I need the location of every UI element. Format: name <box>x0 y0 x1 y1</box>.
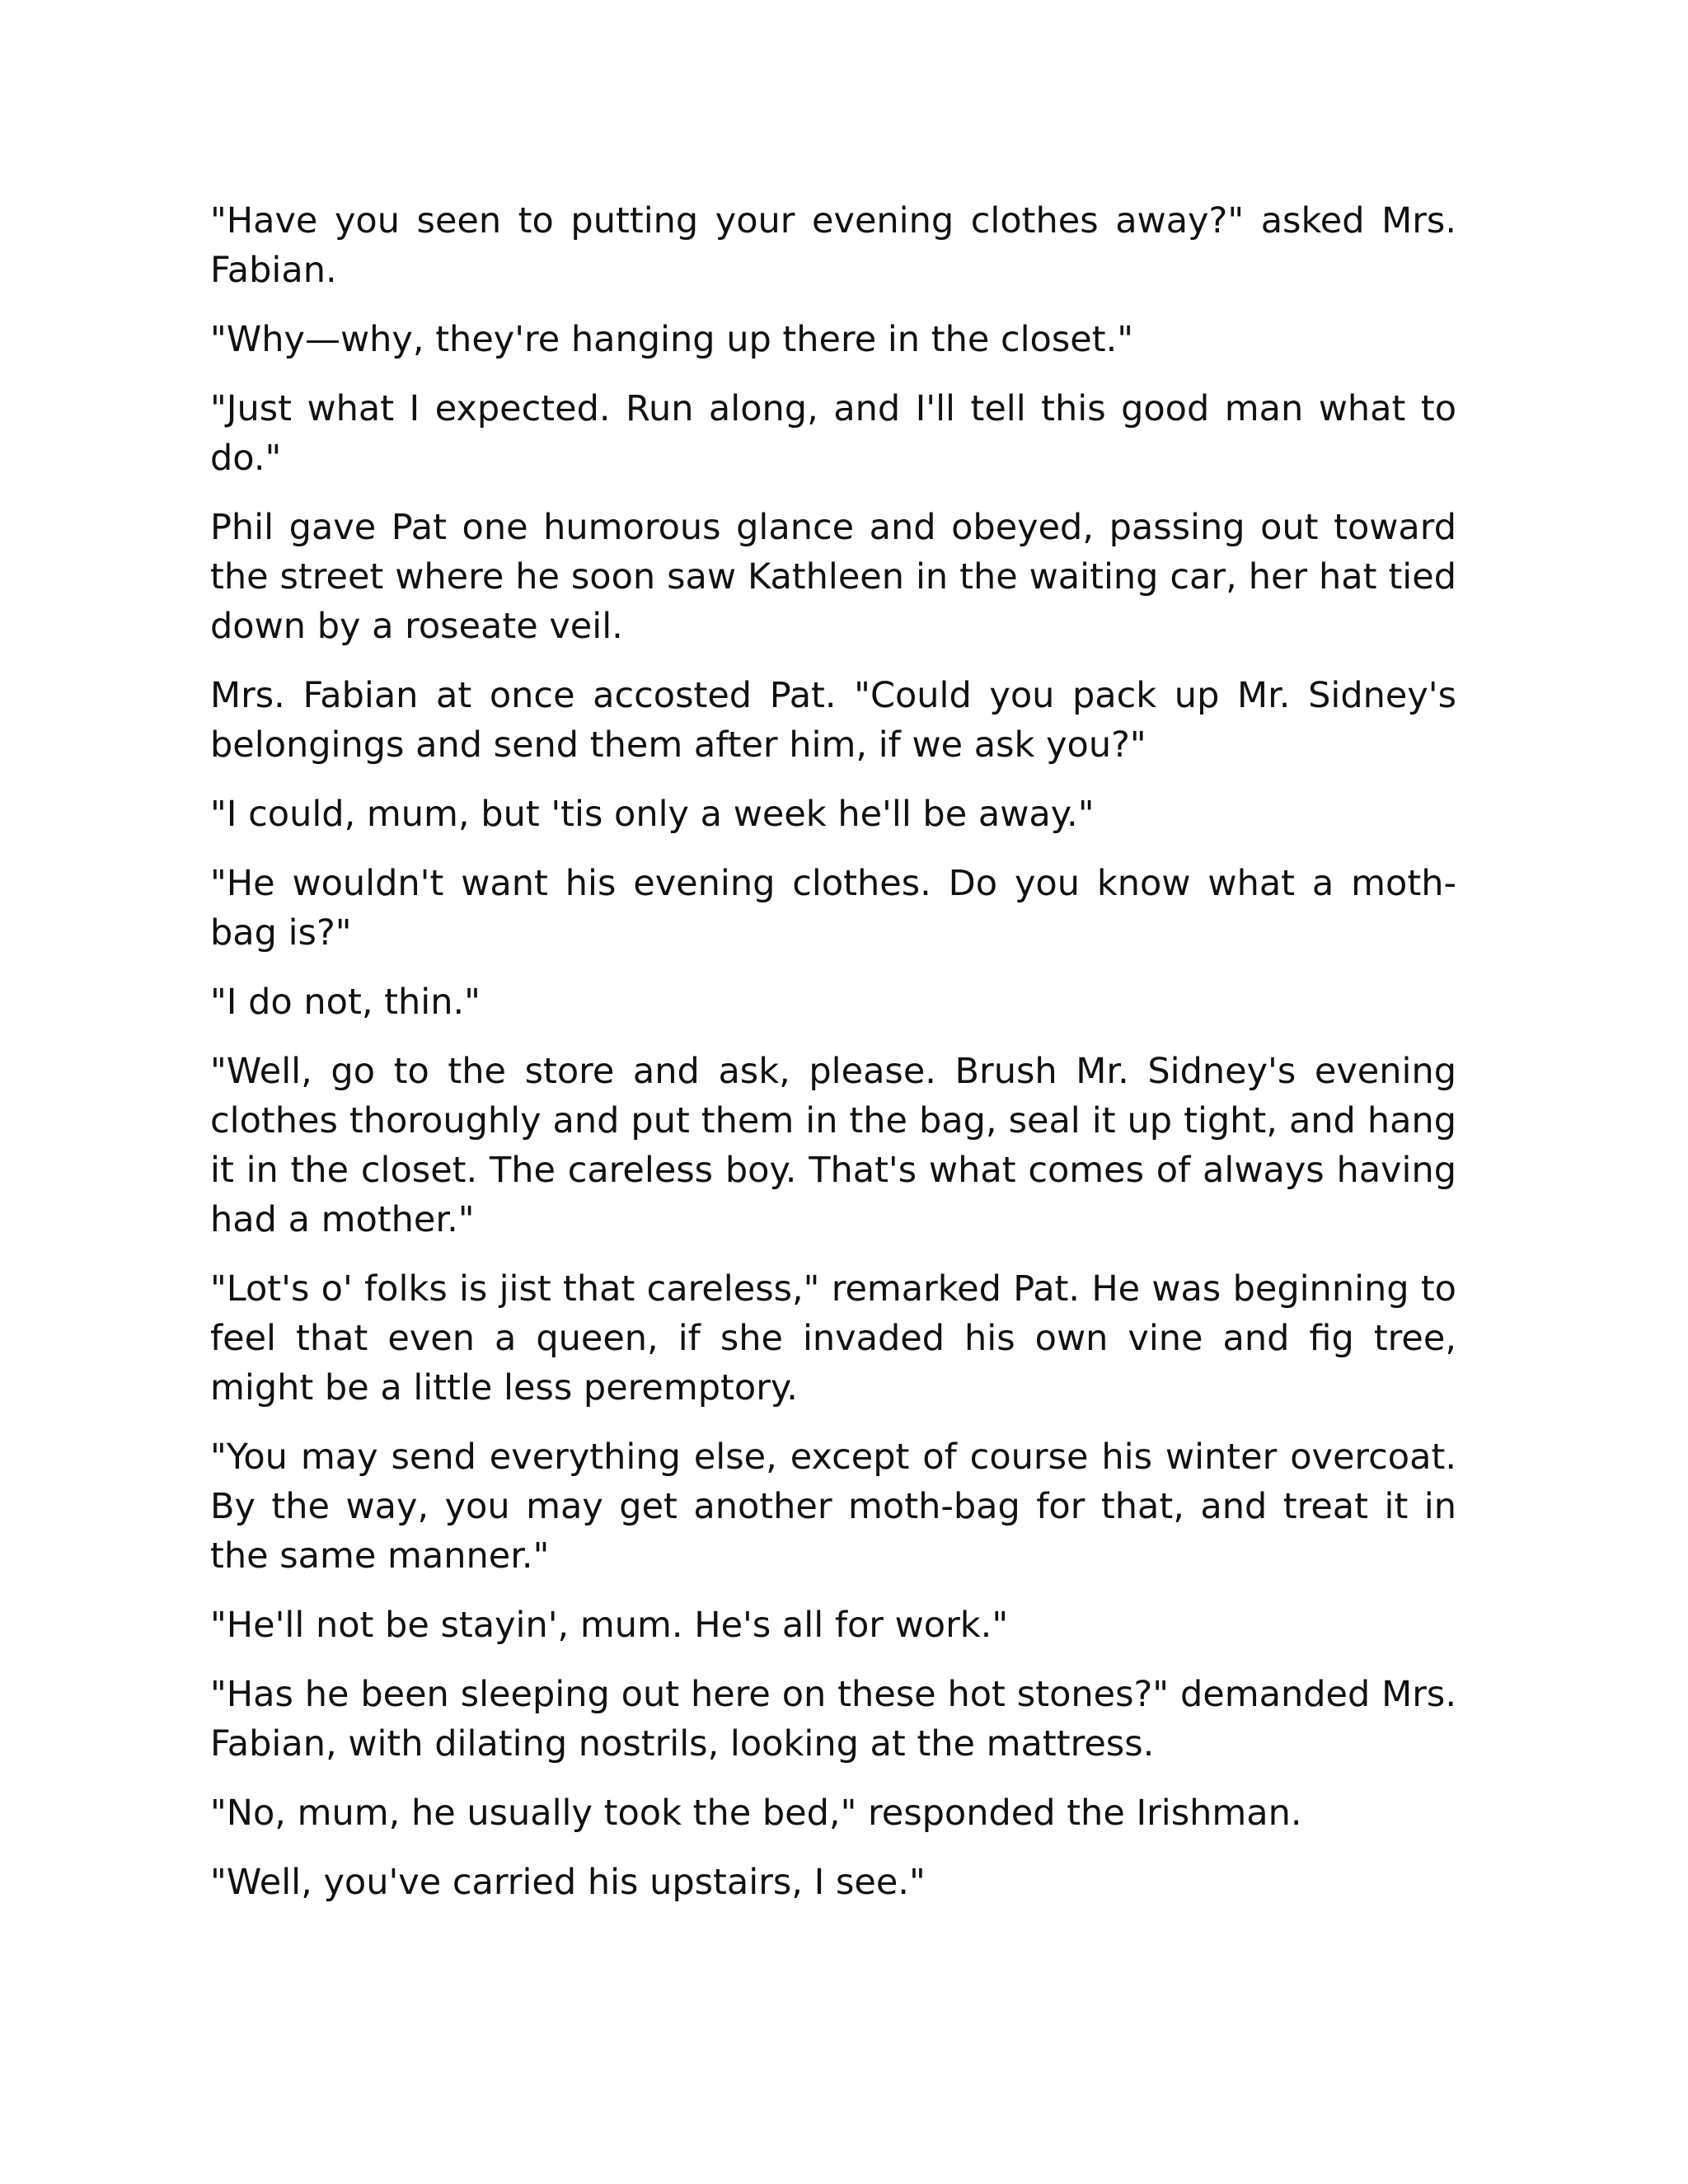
paragraph: "Has he been sleeping out here on these hot stones?" demanded Mrs. Fabian, with dilating nostrils, looking at the mattress. <box>210 1674 1456 1765</box>
body-text <box>210 196 1456 1927</box>
paragraph: "No, mum, he usually took the bed," responded the Irishman. <box>210 1793 1302 1834</box>
paragraph: "I do not, thin." <box>210 982 481 1023</box>
paragraph: "He'll not be stayin', mum. He's all for work." <box>210 1605 1009 1646</box>
paragraph: "Lot's o' folks is jist that careless," remarked Pat. He was beginning to feel that even a queen, if she invaded his own vine and fig tree, might be a little less peremptory. <box>210 1268 1456 1408</box>
paragraph: "Well, go to the store and ask, please. Brush Mr. Sidney's evening clothes thoroughly and put them in the bag, seal it up tight, and hang it in the closet. The careless boy. That's what comes of always having had a mother." <box>210 1051 1456 1240</box>
paragraph: "Have you seen to putting your evening clothes away?" asked Mrs. Fabian. <box>210 200 1456 291</box>
paragraph: Phil gave Pat one humorous glance and obeyed, passing out toward the street where he soon saw Kathleen in the waiting car, her hat tied down by a roseate veil. <box>210 507 1456 647</box>
paragraph: "You may send everything else, except of course his winter overcoat. By the way, you may get another moth-bag for that, and treat it in the same manner." <box>210 1436 1456 1577</box>
paragraph: Mrs. Fabian at once accosted Pat. "Could you pack up Mr. Sidney's belongings and send them after him, if we ask you?" <box>210 675 1456 766</box>
paragraph: "Just what I expected. Run along, and I'll tell this good man what to do." <box>210 388 1456 479</box>
paragraph: "I could, mum, but 'tis only a week he'll be away." <box>210 794 1095 835</box>
paragraph: "He wouldn't want his evening clothes. Do you know what a moth-bag is?" <box>210 863 1456 954</box>
paragraph: "Well, you've carried his upstairs, I see." <box>210 1862 926 1903</box>
paragraph: "Why—why, they're hanging up there in the closet." <box>210 319 1134 360</box>
